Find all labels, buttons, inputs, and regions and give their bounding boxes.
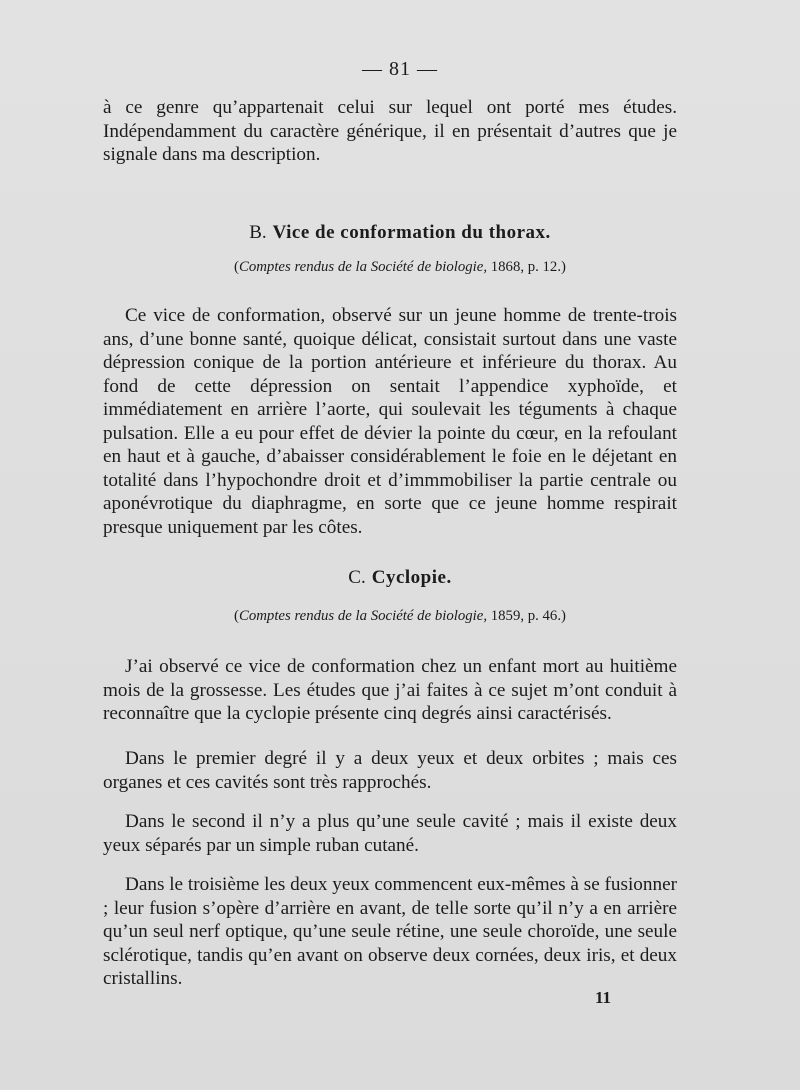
- section-c-paragraph: Dans le premier degré il y a deux yeux et deux orbites ; mais ces organes et ces cavités sont très rapprochés.: [103, 748, 677, 793]
- section-c-paragraph: Dans le second il n’y a plus qu’une seule cavité ; mais il existe deux yeux séparés par un simple ruban cutané.: [103, 811, 677, 856]
- intro-paragraph: à ce genre qu’appartenait celui sur lequel ont porté mes études. Indépendamment du caractère générique, il en présentait d’autres que je signale dans ma description.: [103, 97, 677, 165]
- section-c-title: Cyclopie.: [371, 567, 452, 588]
- section-b-body: [103, 304, 677, 539]
- page-number: — 81 —: [362, 58, 438, 80]
- section-c-citation: [0, 608, 800, 625]
- section-b-title: Vice de conformation du thorax.: [272, 222, 551, 243]
- signature-mark: 11: [595, 988, 612, 1007]
- section-c-paragraph: J’ai observé ce vice de conformation chez un enfant mort au huitième mois de la grossesse. Les études que j’ai faites à ce sujet m’ont conduit à reconnaître que la cyclopie présente cinq degrés ainsi caractérisés.: [103, 656, 677, 724]
- section-c-paragraph-4-block: [103, 873, 677, 991]
- section-b-paragraph: Ce vice de conformation, observé sur un jeune homme de trente-trois ans, d’une bonne santé, quoique délicat, consistait surtout dans une vaste dépression conique de la portion antérieure et inférieure du thorax. Au fond de cette dépression on sentait l’appendice xyphoïde, et immédiatement en arrière l’aorte, qui soulevait les téguments à chaque pulsation. Elle a eu pour effet de dévier la pointe du cœur, en la refoulant en haut et à gauche, d’abaisser considérablement le foie en le déjetant en totalité dans l’hypochondre droit et d’immmobiliser la partie centrale ou aponévrotique du diaphragme, en sorte que ce jeune homme respirait presque uniquement par les côtes.: [103, 305, 677, 538]
- intro-paragraph-block: [103, 96, 677, 167]
- section-c-citation-source: Comptes rendus de la Société de biologie,: [238, 608, 488, 624]
- section-b-citation-ref: 1868, p. 12.): [487, 259, 566, 275]
- section-c-paragraph-2-block: [103, 747, 677, 794]
- section-c-heading: [0, 567, 800, 589]
- section-b-heading: [0, 222, 800, 244]
- section-c-paragraph: Dans le troisième les deux yeux commencent eux-mêmes à se fusionner ; leur fusion s’opère d’arrière en avant, de telle sorte qu’il n’y a en arrière qu’un seul nerf optique, qu’une seule rétine, une seule choroïde, une seule sclérotique, tandis qu’en avant on observe deux cornées, deux iris, et deux cristallins.: [103, 874, 677, 989]
- section-b-letter: B.: [249, 222, 267, 243]
- section-b-citation-open: (: [234, 259, 239, 275]
- section-b-citation: [0, 259, 800, 276]
- section-c-citation-open: (: [234, 608, 239, 624]
- section-c-paragraph-1-block: [103, 655, 677, 726]
- section-b-citation-source: Comptes rendus de la Société de biologie,: [238, 259, 488, 275]
- section-c-paragraph-3-block: [103, 810, 677, 857]
- section-c-letter: C.: [348, 567, 366, 588]
- section-c-citation-ref: 1859, p. 46.): [487, 608, 566, 624]
